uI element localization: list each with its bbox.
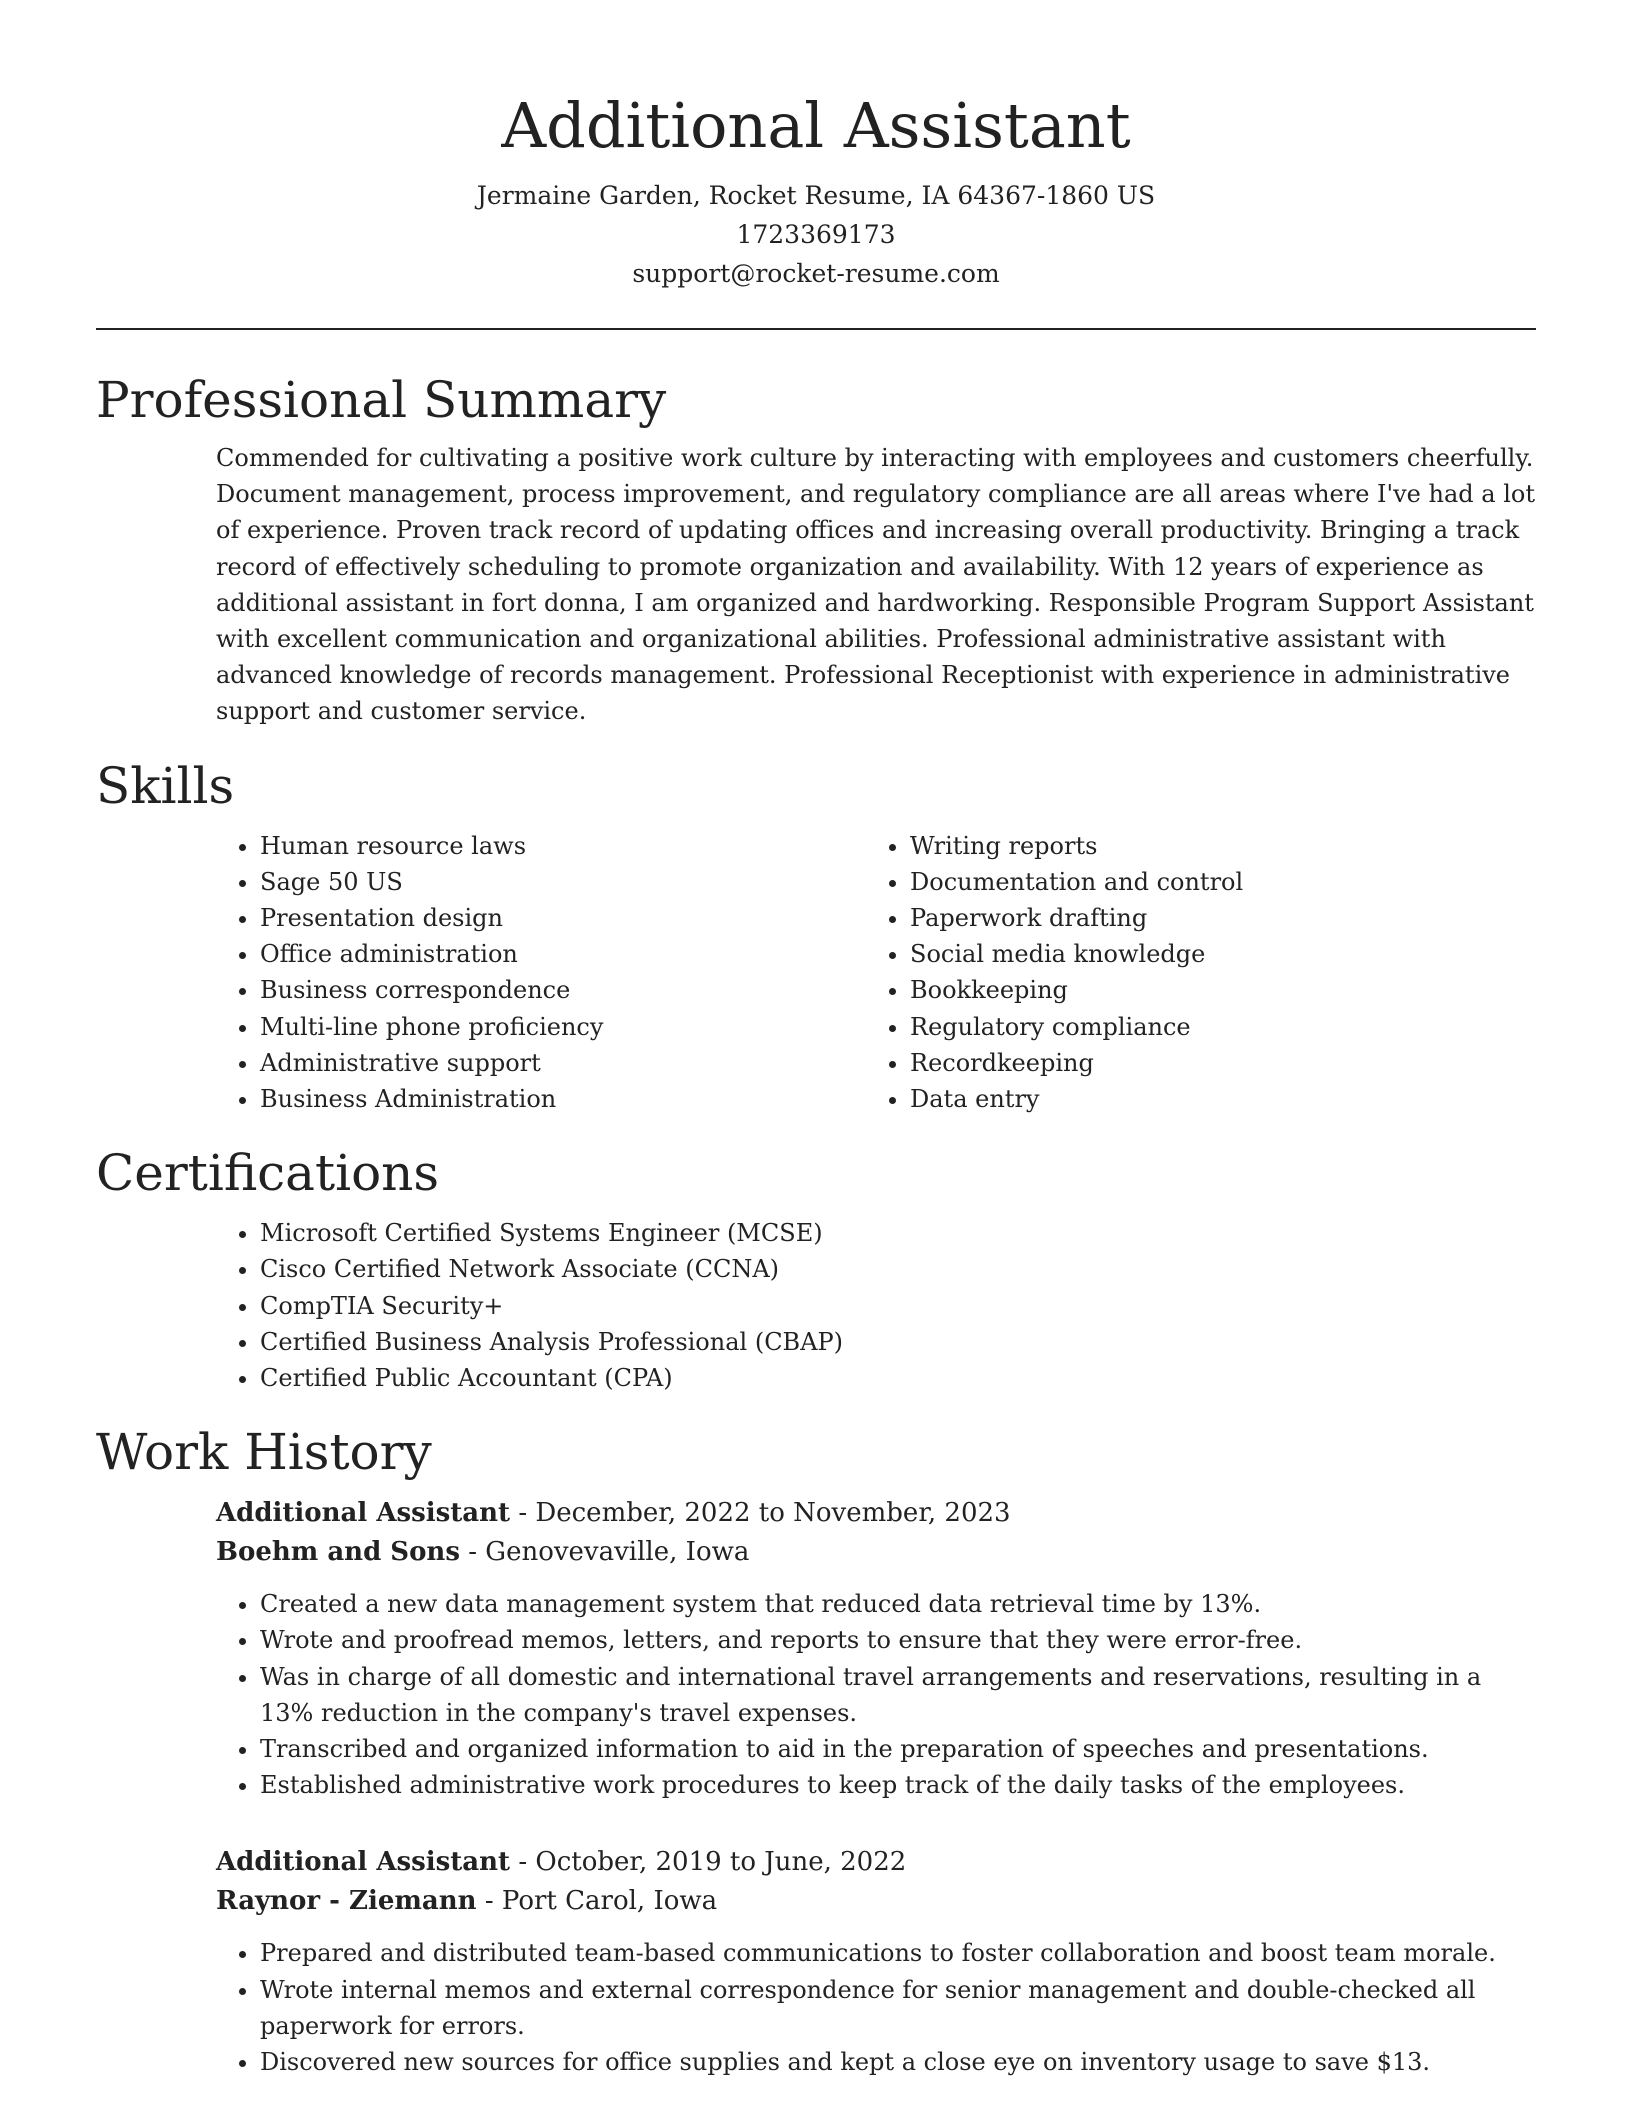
job-title-line xyxy=(216,1843,1536,1882)
skill-item: • Business correspondence xyxy=(260,972,866,1008)
job-bullets xyxy=(216,1935,1536,2080)
header-divider xyxy=(96,328,1536,330)
separator: - xyxy=(510,1498,536,1529)
job-company-line xyxy=(216,1533,1536,1572)
skill-item: • Office administration xyxy=(260,936,866,972)
summary-title: Professional Summary xyxy=(96,371,667,429)
separator: - xyxy=(476,1886,502,1917)
certification-item: • CompTIA Security+ xyxy=(260,1288,1536,1324)
summary-section xyxy=(96,368,1536,730)
job-bullet: • Was in charge of all domestic and international travel arrangements and reservations, resulting in a 13% reduction in the company's travel expenses. xyxy=(260,1659,1536,1731)
skills-title: Skills xyxy=(96,756,235,815)
certifications-section xyxy=(96,1141,1536,1396)
skill-item: • Writing reports xyxy=(910,828,1510,864)
job-bullet: • Discovered new sources for office supplies and kept a close eye on inventory usage to save $13. xyxy=(260,2044,1536,2080)
work-history-section xyxy=(96,1420,1536,2080)
separator: - xyxy=(459,1537,486,1568)
skill-item: • Regulatory compliance xyxy=(910,1009,1510,1045)
job-dates: October, 2019 to June, 2022 xyxy=(535,1847,907,1878)
skill-item: • Recordkeeping xyxy=(910,1045,1510,1081)
job-role: Additional Assistant xyxy=(216,1498,511,1529)
skill-item: • Paperwork drafting xyxy=(910,900,1510,936)
job-role: Additional Assistant xyxy=(216,1847,511,1878)
address: Jermaine Garden, Rocket Resume, IA 64367-1860 US xyxy=(476,181,1156,210)
job-location: Genovevaville, Iowa xyxy=(485,1537,750,1568)
separator: - xyxy=(510,1847,536,1878)
skill-item: • Multi-line phone proficiency xyxy=(260,1009,866,1045)
job-entry xyxy=(216,1843,1536,2080)
skill-item: • Business Administration xyxy=(260,1081,866,1117)
skills-columns xyxy=(216,828,1536,1118)
summary-text: Commended for cultivating a positive work culture by interacting with employees and customers cheerfully. Document management, process improvement, and regulatory compliance are all areas where I've had a lot of experience. Proven track record of updating offices and increasing overall productivity. Bringing a track record of effectively scheduling to promote organization and availability. With 12 years of experience as additional assistant in fort donna, I am organized and hardworking. Responsible Program Support Assistant with excellent communication and organizational abilities. Professional administrative assistant with advanced knowledge of records management. Professional Receptionist with experience in administrative support and customer service. xyxy=(216,444,1535,726)
job-location: Port Carol, Iowa xyxy=(501,1886,718,1917)
phone: 1723369173 xyxy=(736,220,896,249)
skill-item: • Sage 50 US xyxy=(260,864,866,900)
job-company: Raynor - Ziemann xyxy=(216,1886,477,1917)
job-company-line xyxy=(216,1882,1536,1921)
job-bullet: • Prepared and distributed team-based communications to foster collaboration and boost team morale. xyxy=(260,1935,1536,1971)
skill-item: • Bookkeeping xyxy=(910,972,1510,1008)
job-bullet: • Transcribed and organized information to aid in the preparation of speeches and presentations. xyxy=(260,1731,1536,1767)
email: support@rocket-resume.com xyxy=(632,259,1000,288)
certification-item: • Cisco Certified Network Associate (CCNA) xyxy=(260,1251,1536,1287)
skill-item: • Human resource laws xyxy=(260,828,866,864)
certifications-title: Certifications xyxy=(96,1144,440,1203)
certification-item: • Certified Public Accountant (CPA) xyxy=(260,1360,1536,1396)
skill-item: • Social media knowledge xyxy=(910,936,1510,972)
skill-item: • Data entry xyxy=(910,1081,1510,1117)
job-bullet: • Created a new data management system that reduced data retrieval time by 13%. xyxy=(260,1586,1536,1622)
skills-section xyxy=(96,754,1536,1118)
work-history-title: Work History xyxy=(96,1423,432,1482)
job-bullet: • Established administrative work procedures to keep track of the daily tasks of the employees. xyxy=(260,1767,1536,1803)
certifications-list xyxy=(216,1215,1536,1396)
job-company: Boehm and Sons xyxy=(216,1537,460,1568)
contact-block xyxy=(96,176,1536,293)
job-bullet: • Wrote and proofread memos, letters, and reports to ensure that they were error-free. xyxy=(260,1622,1536,1658)
skills-column-1 xyxy=(216,828,866,1118)
certification-item: • Microsoft Certified Systems Engineer (MCSE) xyxy=(260,1215,1536,1251)
certification-item: • Certified Business Analysis Professional (CBAP) xyxy=(260,1324,1536,1360)
skill-item: • Presentation design xyxy=(260,900,866,936)
candidate-name: Additional Assistant xyxy=(501,89,1131,162)
skills-column-2 xyxy=(866,828,1510,1118)
job-title-line xyxy=(216,1494,1536,1533)
resume-header xyxy=(96,0,1536,293)
resume-page xyxy=(96,0,1536,2080)
skill-item: • Administrative support xyxy=(260,1045,866,1081)
job-bullets xyxy=(216,1586,1536,1803)
job-bullet: • Wrote internal memos and external correspondence for senior management and double-checked all paperwork for errors. xyxy=(260,1972,1536,2044)
job-dates: December, 2022 to November, 2023 xyxy=(535,1498,1011,1529)
job-entry xyxy=(216,1494,1536,1803)
skill-item: • Documentation and control xyxy=(910,864,1510,900)
